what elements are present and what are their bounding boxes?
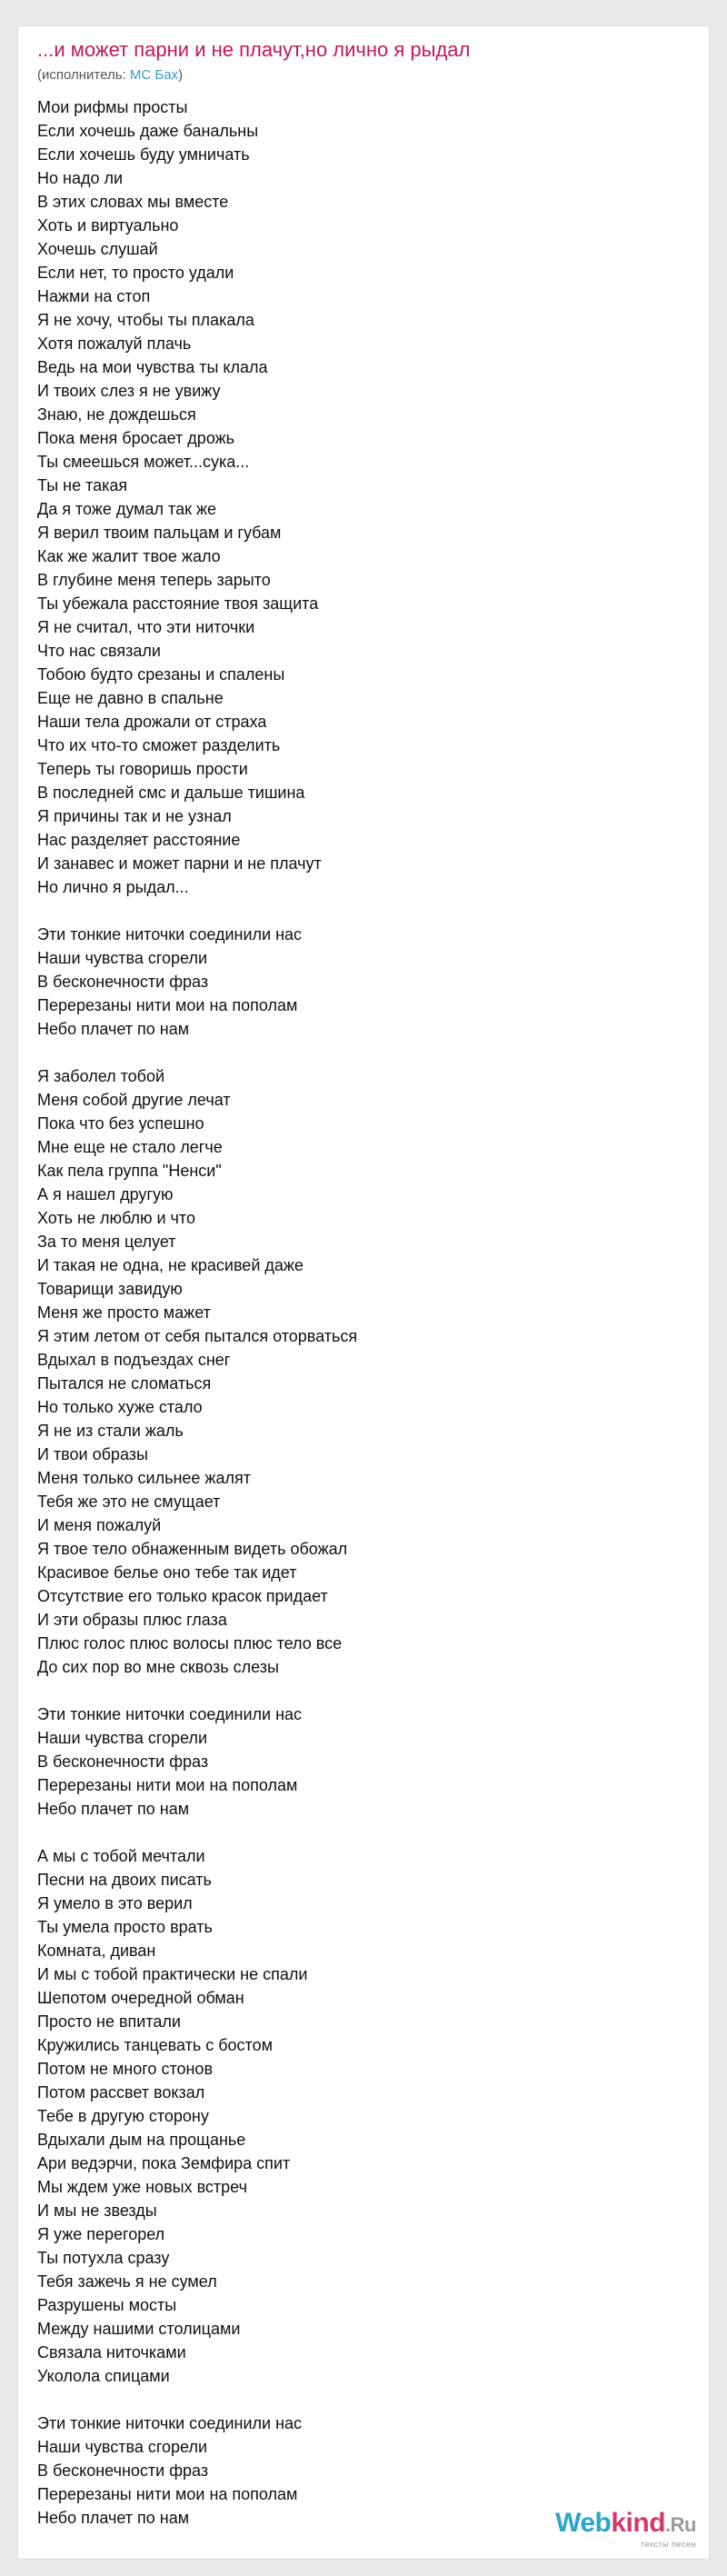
lyric-line: Тобою будто срезаны и спалены — [37, 665, 285, 684]
lyric-line: Мои рифмы просты — [37, 98, 188, 116]
lyric-line: Хочешь слушай — [37, 240, 158, 258]
lyric-line: Нас разделяет расстояние — [37, 831, 241, 849]
lyric-line: Песни на двоих писать — [37, 1871, 212, 1889]
lyric-line: Шепотом очередной обман — [37, 1989, 244, 2007]
lyric-line: Если хочешь буду умничать — [37, 145, 250, 164]
lyric-line: Как же жалит твое жало — [37, 547, 221, 565]
lyric-line: Хоть не люблю и что — [37, 1209, 195, 1227]
lyric-line: Отсутствие его только красок придает — [37, 1587, 328, 1605]
lyric-line: Связала ниточками — [37, 2343, 186, 2361]
lyric-line: А мы с тобой мечтали — [37, 1847, 205, 1865]
lyric-line: Разрушены мосты — [37, 2296, 177, 2314]
lyric-line: В глубине меня теперь зарыто — [37, 571, 271, 589]
stanza-break — [37, 1679, 692, 1702]
lyric-line: Тебя же это не смущает — [37, 1493, 221, 1511]
lyrics-text — [37, 95, 692, 2530]
artist-suffix: ) — [178, 67, 184, 83]
lyric-line: Ты смеешься может...сука... — [37, 453, 250, 471]
lyric-line: В этих словах мы вместе — [37, 193, 229, 211]
lyric-line: Красивое белье оно тебе так идет — [37, 1563, 297, 1582]
lyric-line: Я верил твоим пальцам и губам — [37, 524, 282, 542]
lyric-line: Ари ведэрчи, пока Земфира спит — [37, 2154, 291, 2172]
lyric-line: Пока меня бросает дрожь — [37, 429, 235, 447]
lyric-line: Как пела группа "Ненси" — [37, 1162, 222, 1180]
lyric-line: Комната, диван — [37, 1942, 156, 1960]
lyric-line: Наши чувства сгорели — [37, 2438, 208, 2456]
lyric-line: Пока что без успешно — [37, 1114, 204, 1133]
lyric-line: Ты потухла сразу — [37, 2249, 170, 2267]
brand-part-kind: kind — [611, 2508, 666, 2538]
lyric-line: Знаю, не дождешься — [37, 405, 196, 424]
stanza-break — [37, 1821, 692, 1844]
lyric-line: Что их что-то сможет разделить — [37, 736, 281, 754]
lyric-line: Потом не много стонов — [37, 2060, 214, 2078]
lyric-line: И эти образы плюс глаза — [37, 1611, 227, 1629]
lyric-line: Нажми на стоп — [37, 287, 151, 305]
brand-part-domain: .Ru — [665, 2513, 696, 2536]
lyric-line: Товарищи завидую — [37, 1280, 183, 1298]
brand-tagline: тексты песен — [640, 2540, 696, 2549]
webkind-logo[interactable] — [555, 2510, 696, 2550]
lyric-line: Между нашими столицами — [37, 2320, 241, 2338]
lyric-line: Хотя пожалуй плачь — [37, 334, 192, 353]
lyric-line: Эти тонкие ниточки соединили нас — [37, 1705, 303, 1723]
lyric-line: Если хочешь даже банальны — [37, 122, 259, 140]
lyric-line: Наши чувства сгорели — [37, 949, 208, 967]
lyric-line: Но надо ли — [37, 169, 124, 187]
brand-part-web: Web — [555, 2508, 612, 2538]
lyric-line: Небо плачет по нам — [37, 1020, 190, 1038]
artist-line — [37, 67, 183, 84]
lyric-line: В бесконечности фраз — [37, 1752, 209, 1771]
lyric-line: Ты убежала расстояние твоя защита — [37, 594, 319, 613]
lyric-line: Небо плачет по нам — [37, 1800, 190, 1818]
song-title: ...и может парни и не плачут,но лично я рыдал — [37, 38, 471, 61]
lyric-line: Мы ждем уже новых встреч — [37, 2178, 247, 2196]
stanza-break — [37, 2388, 692, 2411]
lyric-line: Просто не впитали — [37, 2012, 181, 2031]
lyric-line: Мне еще не стало легче — [37, 1138, 223, 1156]
lyric-line: Меня же просто мажет — [37, 1303, 211, 1322]
lyric-line: В бесконечности фраз — [37, 973, 209, 991]
lyric-line: Перерезаны нити мои на пополам — [37, 996, 298, 1014]
lyric-line: И мы с тобой практически не спали — [37, 1965, 308, 1983]
lyric-line: Я не считал, что эти ниточки — [37, 618, 255, 636]
lyric-line: Я не хочу, чтобы ты плакала — [37, 311, 254, 329]
lyric-line: Хоть и виртуально — [37, 216, 179, 235]
lyric-line: В последней смс и дальше тишина — [37, 784, 305, 802]
lyric-line: Я заболел тобой — [37, 1067, 165, 1085]
artist-link[interactable]: MC Бах — [129, 67, 179, 83]
lyric-line: Но лично я рыдал... — [37, 878, 189, 896]
lyric-line: И занавес и может парни и не плачут — [37, 854, 322, 873]
lyric-line: Я умело в это верил — [37, 1894, 193, 1912]
stanza-break — [37, 1041, 692, 1064]
lyric-line: Плюс голос плюс волосы плюс тело все — [37, 1634, 343, 1652]
lyric-line: Меня только сильнее жалят — [37, 1469, 251, 1487]
lyric-line: Я не из стали жаль — [37, 1422, 184, 1440]
lyric-line: Эти тонкие ниточки соединили нас — [37, 925, 303, 944]
artist-prefix: (исполнитель: — [37, 67, 130, 83]
lyric-line: Эти тонкие ниточки соединили нас — [37, 2414, 303, 2432]
lyric-line: Я твое тело обнаженным видеть обожал — [37, 1540, 348, 1558]
lyric-line: В бесконечности фраз — [37, 2461, 209, 2480]
lyric-line: Меня собой другие лечат — [37, 1091, 231, 1109]
lyric-line: Перерезаны нити мои на пополам — [37, 2485, 298, 2503]
lyric-line: Еще не давно в спальне — [37, 689, 224, 707]
lyrics-card — [17, 25, 710, 2560]
lyric-line: И мы не звезды — [37, 2202, 157, 2220]
lyric-line: Тебя зажечь я не сумел — [37, 2272, 217, 2291]
lyric-line: Небо плачет по нам — [37, 2509, 190, 2527]
lyric-line: Да я тоже думал так же — [37, 500, 217, 518]
lyric-line: Я этим летом от себя пытался оторваться — [37, 1327, 358, 1345]
lyric-line: Кружились танцевать с бостом — [37, 2036, 273, 2054]
lyric-line: А я нашел другую — [37, 1185, 174, 1203]
lyric-line: И такая не одна, не красивей даже — [37, 1256, 304, 1274]
lyric-line: Наши чувства сгорели — [37, 1729, 208, 1747]
lyric-line: Я причины так и не узнал — [37, 807, 232, 825]
lyric-line: И меня пожалуй — [37, 1516, 162, 1534]
lyric-line: Перерезаны нити мои на пополам — [37, 1776, 298, 1794]
lyric-line: Если нет, то просто удали — [37, 264, 234, 282]
lyric-line: Наши тела дрожали от страха — [37, 713, 267, 731]
lyric-line: И твои образы — [37, 1445, 148, 1463]
lyric-line: Что нас связали — [37, 642, 161, 660]
lyric-line: Пытался не сломаться — [37, 1374, 212, 1393]
stanza-break — [37, 899, 692, 923]
brand-wordmark — [555, 2510, 696, 2539]
lyric-line: Я уже перегорел — [37, 2225, 165, 2243]
lyric-line: Вдыхали дым на прощанье — [37, 2131, 246, 2149]
lyric-line: Тебе в другую сторону — [37, 2107, 209, 2125]
lyric-line: Ты умела просто врать — [37, 1918, 213, 1936]
lyric-line: Но только хуже стало — [37, 1398, 203, 1416]
lyric-line: За то меня целует — [37, 1233, 176, 1251]
lyric-line: До сих пор во мне сквозь слезы — [37, 1658, 279, 1676]
lyric-line: Вдыхал в подъездах снег — [37, 1351, 231, 1369]
lyric-line: Ты не такая — [37, 476, 128, 494]
lyric-line: Уколола спицами — [37, 2367, 170, 2385]
lyric-line: Теперь ты говоришь прости — [37, 760, 248, 778]
lyric-line: Потом рассвет вокзал — [37, 2083, 205, 2102]
lyric-line: Ведь на мои чувства ты клала — [37, 358, 268, 376]
lyric-line: И твоих слез я не увижу — [37, 382, 221, 400]
